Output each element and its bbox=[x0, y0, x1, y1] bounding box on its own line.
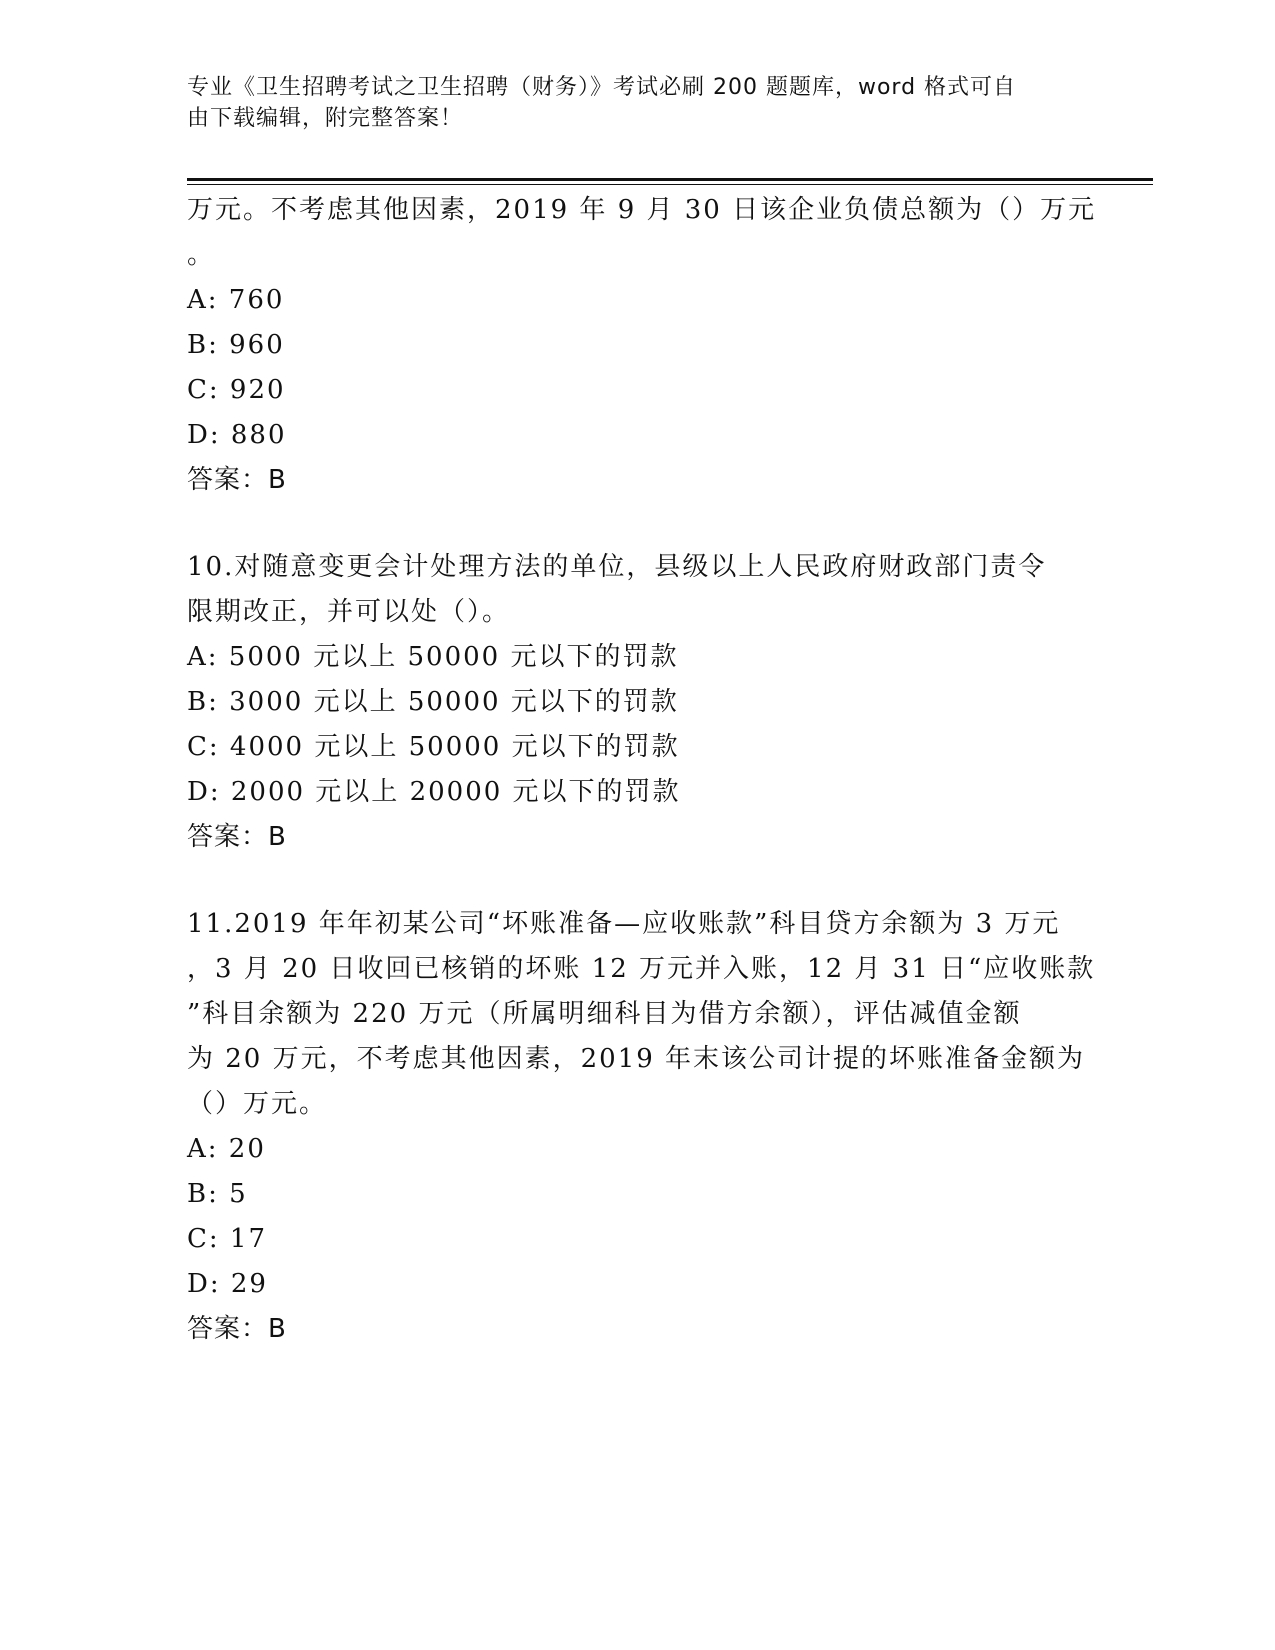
question-stem-line: 10.对随意变更会计处理方法的单位，县级以上人民政府财政部门责令 bbox=[187, 552, 1047, 582]
question-stem-line: 万元。不考虑其他因素，2019 年 9 月 30 日该企业负债总额为（）万元 bbox=[187, 195, 1097, 225]
option-b: B: 3000 元以上 50000 元以下的罚款 bbox=[187, 687, 679, 717]
header-line-2: 由下载编辑，附完整答案！ bbox=[187, 106, 464, 131]
question-stem-line: 。 bbox=[187, 240, 216, 270]
option-a: A: 760 bbox=[187, 285, 285, 315]
header-rule-thin bbox=[187, 184, 1153, 185]
option-d: D: 29 bbox=[187, 1269, 268, 1299]
option-a: A: 20 bbox=[187, 1134, 266, 1164]
option-c: C: 920 bbox=[187, 375, 286, 405]
option-b: B: 5 bbox=[187, 1179, 248, 1209]
answer-line: 答案：B bbox=[187, 1314, 287, 1344]
header-line-1: 专业《卫生招聘考试之卫生招聘（财务）》考试必刷 200 题题库，word 格式可自 bbox=[187, 75, 1017, 100]
answer-line: 答案：B bbox=[187, 465, 287, 495]
option-a: A: 5000 元以上 50000 元以下的罚款 bbox=[187, 642, 679, 672]
question-stem-line: （）万元。 bbox=[187, 1089, 328, 1119]
option-c: C: 4000 元以上 50000 元以下的罚款 bbox=[187, 732, 680, 762]
question-10 bbox=[187, 545, 1087, 860]
spacer bbox=[187, 860, 1087, 902]
spacer bbox=[187, 503, 1087, 545]
header-rule-thick bbox=[187, 178, 1153, 181]
question-stem-line: 限期改正，并可以处（）。 bbox=[187, 597, 511, 627]
question-stem-line: 11.2019 年年初某公司“坏账准备—应收账款”科目贷方余额为 3 万元 bbox=[187, 909, 1061, 939]
question-stem-line: 为 20 万元，不考虑其他因素，2019 年末该公司计提的坏账准备金额为 bbox=[187, 1044, 1086, 1074]
option-b: B: 960 bbox=[187, 330, 285, 360]
option-c: C: 17 bbox=[187, 1224, 268, 1254]
document-body bbox=[187, 188, 1097, 1352]
answer-line: 答案：B bbox=[187, 822, 287, 852]
question-11 bbox=[187, 902, 1096, 1352]
question-stem-line: ”科目余额为 220 万元（所属明细科目为借方余额），评估减值金额 bbox=[187, 999, 1022, 1029]
question-stem-line: ，3 月 20 日收回已核销的坏账 12 万元并入账，12 月 31 日“应收账款 bbox=[187, 954, 1096, 984]
document-header bbox=[187, 72, 1067, 134]
question-9 bbox=[187, 188, 1097, 503]
option-d: D: 880 bbox=[187, 420, 287, 450]
option-d: D: 2000 元以上 20000 元以下的罚款 bbox=[187, 777, 681, 807]
